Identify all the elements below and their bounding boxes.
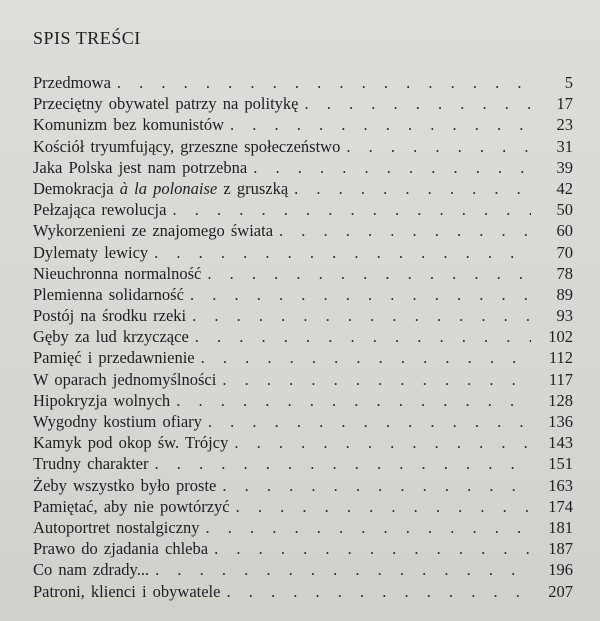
toc-entry-title: Patroni, klienci i obywatele bbox=[33, 581, 221, 601]
toc-row bbox=[33, 369, 573, 390]
leader-dots bbox=[192, 305, 531, 326]
toc-page-number: 39 bbox=[556, 157, 573, 177]
toc-row bbox=[33, 199, 573, 220]
toc-entry-title: Wygodny kostium ofiary bbox=[33, 412, 202, 431]
leader-dots bbox=[294, 178, 531, 199]
toc-entry-title: Jaka Polska jest nam potrzebna bbox=[33, 157, 248, 177]
toc-row bbox=[33, 453, 573, 474]
toc-row bbox=[33, 496, 573, 517]
toc-entry-title: Komunizm bez komunistów bbox=[33, 115, 224, 135]
toc-page-number: 93 bbox=[556, 306, 573, 326]
toc-entry-title bbox=[33, 178, 288, 199]
toc-entry-title: Żeby wszystko było proste bbox=[33, 475, 217, 495]
toc-entry-title: Gęby za lud krzyczące bbox=[33, 327, 189, 347]
leader-dots bbox=[236, 496, 531, 517]
toc-entry-title: Pamiętać, aby nie powtórzyć bbox=[33, 496, 230, 516]
toc-entry-title: Kościół tryumfujący, grzeszne społeczeństwo bbox=[33, 136, 341, 156]
toc-entry-title: W oparach jednomyślności bbox=[33, 369, 217, 389]
toc-page-number: 117 bbox=[548, 369, 573, 389]
toc-entry-title: Autoportret nostalgiczny bbox=[33, 517, 200, 537]
toc-row bbox=[33, 559, 573, 580]
leader-dots bbox=[222, 475, 531, 496]
leader-dots bbox=[214, 538, 531, 559]
leader-dots bbox=[346, 136, 531, 157]
toc-entry-title: Trudny charakter bbox=[33, 454, 149, 474]
toc-row bbox=[33, 220, 573, 241]
toc-row bbox=[33, 475, 573, 496]
toc-row bbox=[33, 263, 573, 284]
leader-dots bbox=[117, 72, 531, 93]
toc-row bbox=[33, 305, 573, 326]
leader-dots bbox=[206, 517, 531, 538]
leader-dots bbox=[155, 559, 531, 580]
toc-page-number: 89 bbox=[556, 284, 573, 304]
leader-dots bbox=[226, 581, 531, 602]
toc-entry-title-part: z gruszką bbox=[217, 178, 289, 198]
toc-row bbox=[33, 114, 573, 135]
leader-dots bbox=[176, 390, 531, 411]
page-title: SPIS TREŚCI bbox=[33, 28, 141, 48]
toc-row bbox=[33, 284, 573, 305]
toc-page-number: 207 bbox=[548, 581, 573, 601]
toc-page-number: 128 bbox=[548, 390, 573, 410]
leader-dots bbox=[234, 432, 531, 453]
toc-entry-title-italic: à la polonaise bbox=[119, 178, 218, 198]
toc-entry-title: Wykorzenieni ze znajomego świata bbox=[33, 221, 274, 241]
toc-entry-title: Postój na środku rzeki bbox=[33, 306, 187, 326]
toc-page-number: 17 bbox=[556, 94, 573, 114]
toc-page-number: 60 bbox=[556, 221, 573, 241]
toc-entry-title: Nieuchronna normalność bbox=[33, 263, 202, 283]
toc-row bbox=[33, 242, 573, 263]
toc-row bbox=[33, 136, 573, 157]
toc-entry-title: Kamyk pod okop św. Trójcy bbox=[33, 433, 229, 453]
toc-page-number: 143 bbox=[548, 433, 573, 453]
toc-page-number: 151 bbox=[548, 454, 573, 474]
toc-page-number: 23 bbox=[556, 115, 573, 135]
toc-page-number: 5 bbox=[564, 73, 573, 92]
leader-dots bbox=[222, 369, 531, 390]
toc-page-number: 31 bbox=[556, 136, 573, 156]
toc-page-number: 50 bbox=[556, 200, 573, 220]
toc-row bbox=[33, 411, 573, 432]
toc-row bbox=[33, 178, 573, 199]
toc-row bbox=[33, 390, 573, 411]
toc-entry-title: Przeciętny obywatel patrzy na politykę bbox=[33, 94, 299, 114]
leader-dots bbox=[207, 263, 531, 284]
toc-entry-title: Prawo do zjadania chleba bbox=[33, 539, 209, 559]
toc-entry-title: Dylematy lewicy bbox=[33, 242, 149, 262]
toc-page-number: 187 bbox=[548, 539, 573, 559]
leader-dots bbox=[253, 157, 531, 178]
toc-entry-title: Przedmowa bbox=[33, 73, 111, 92]
leader-dots bbox=[154, 242, 531, 263]
toc-row bbox=[33, 347, 573, 368]
toc-row bbox=[33, 432, 573, 453]
leader-dots bbox=[208, 411, 531, 432]
toc-entry-title: Co nam zdrady... bbox=[33, 560, 150, 580]
toc-row bbox=[33, 72, 573, 93]
toc-entry-title: Pełzająca rewolucja bbox=[33, 200, 167, 220]
leader-dots bbox=[155, 453, 532, 474]
toc-page-number: 102 bbox=[548, 327, 573, 347]
leader-dots bbox=[190, 284, 531, 305]
toc-page-number: 181 bbox=[548, 517, 573, 537]
toc-row bbox=[33, 517, 573, 538]
leader-dots bbox=[172, 199, 531, 220]
toc-page-number: 174 bbox=[548, 496, 573, 516]
toc-entry-title: Hipokryzja wolnych bbox=[33, 390, 171, 410]
toc-page-number: 70 bbox=[556, 242, 573, 262]
toc-page-number: 78 bbox=[556, 263, 573, 283]
toc-page-number: 112 bbox=[548, 348, 573, 368]
table-of-contents bbox=[33, 72, 573, 602]
toc-entry-title: Plemienna solidarność bbox=[33, 284, 184, 304]
toc-entry-title-part: Demokracja bbox=[33, 178, 120, 198]
leader-dots bbox=[230, 114, 531, 135]
toc-entry-title: Pamięć i przedawnienie bbox=[33, 348, 195, 368]
toc-page-number: 42 bbox=[556, 178, 573, 198]
leader-dots bbox=[201, 347, 531, 368]
toc-page-number: 196 bbox=[548, 560, 573, 580]
toc-row bbox=[33, 538, 573, 559]
toc-row bbox=[33, 581, 573, 602]
toc-row bbox=[33, 326, 573, 347]
leader-dots bbox=[195, 326, 531, 347]
toc-row bbox=[33, 93, 573, 114]
toc-page-number: 136 bbox=[548, 412, 573, 431]
toc-page-number: 163 bbox=[548, 475, 573, 495]
toc-row bbox=[33, 157, 573, 178]
leader-dots bbox=[279, 220, 531, 241]
leader-dots bbox=[305, 93, 532, 114]
